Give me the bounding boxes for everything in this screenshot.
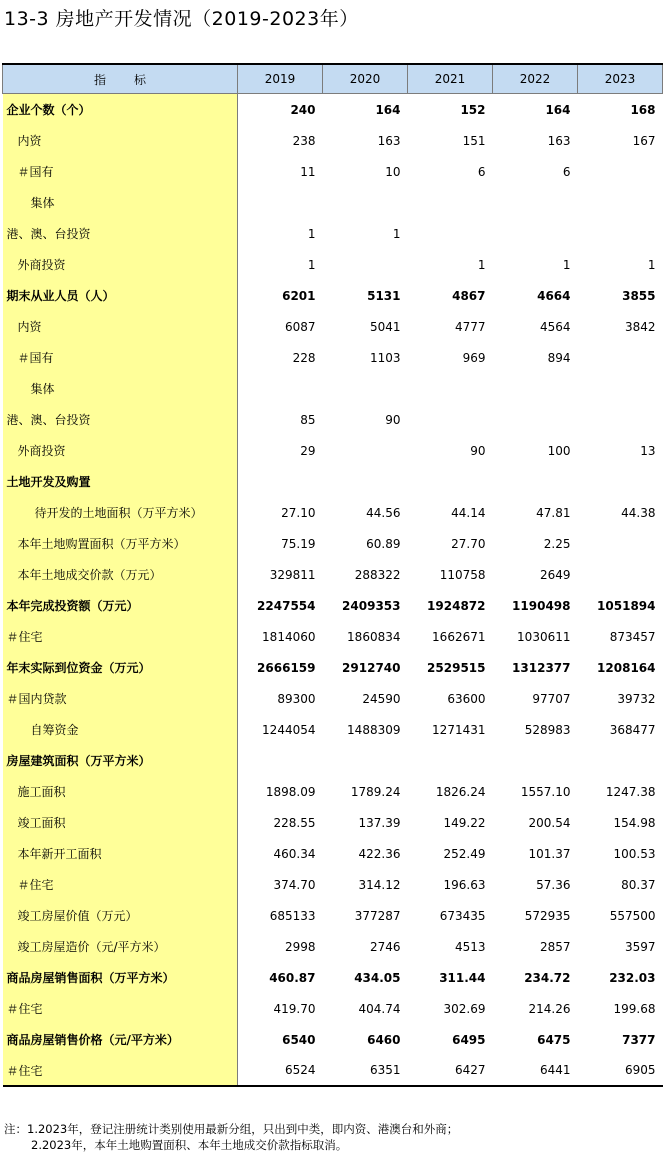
- cell-value: 572935: [524, 908, 571, 923]
- row-label: 竣工房屋造价（元/平方米）: [3, 931, 238, 962]
- row-label: ＃住宅: [3, 1055, 238, 1086]
- row-label: 企业个数（个）: [3, 94, 238, 126]
- cell-value: 199.68: [613, 1001, 656, 1016]
- row-label: 土地开发及购置: [3, 466, 238, 497]
- cell-value: 673435: [439, 908, 486, 923]
- cell-value: [578, 528, 663, 559]
- cell-value: 164: [545, 102, 571, 117]
- table-row: [3, 931, 663, 962]
- cell-value: 164: [375, 102, 401, 117]
- cell-value: 6: [562, 164, 571, 179]
- cell-value: 152: [460, 102, 486, 117]
- cell-value: 3855: [622, 288, 656, 303]
- cell-value: 1: [307, 257, 316, 272]
- row-label: 本年土地成交价款（万元）: [3, 559, 238, 590]
- cell-value: 13: [640, 443, 656, 458]
- cell-value: 44.56: [366, 505, 401, 520]
- table-row: [3, 156, 663, 187]
- cell-value: 168: [630, 102, 656, 117]
- cell-value: 1312377: [512, 660, 571, 675]
- row-label: 内资: [3, 311, 238, 342]
- table-row: [3, 652, 663, 683]
- table-row: [3, 125, 663, 156]
- cell-value: [578, 218, 663, 249]
- table-row: [3, 621, 663, 652]
- cell-value: 6524: [238, 1055, 323, 1086]
- cell-value: 154.98: [613, 815, 656, 830]
- cell-value: 3842: [624, 319, 656, 334]
- cell-value: [323, 466, 408, 497]
- cell-value: [493, 404, 578, 435]
- table-row: [3, 714, 663, 745]
- cell-value: 460.34: [273, 846, 316, 861]
- header-row: [3, 64, 663, 94]
- cell-value: 27.70: [451, 536, 486, 551]
- cell-value: 232.03: [609, 970, 656, 985]
- cell-value: 288322: [354, 567, 401, 582]
- cell-value: 29: [300, 443, 316, 458]
- cell-value: 2666159: [257, 660, 316, 675]
- table-row: [3, 993, 663, 1024]
- cell-value: 1190498: [512, 598, 571, 613]
- cell-value: 4664: [537, 288, 571, 303]
- row-label: 港、澳、台投资: [3, 218, 238, 249]
- cell-value: 6540: [282, 1032, 316, 1047]
- row-label: 集体: [3, 187, 238, 218]
- table-row: [3, 776, 663, 807]
- row-label: 外商投资: [3, 249, 238, 280]
- cell-value: 80.37: [621, 877, 656, 892]
- cell-value: [323, 373, 408, 404]
- cell-value: 1826.24: [435, 784, 486, 799]
- row-label: 本年土地购置面积（万平方米）: [3, 528, 238, 559]
- cell-value: 377287: [354, 908, 401, 923]
- table-row: [3, 94, 663, 126]
- cell-value: 374.70: [273, 877, 316, 892]
- cell-value: 6427: [408, 1055, 493, 1086]
- row-label: 施工面积: [3, 776, 238, 807]
- table-row: [3, 218, 663, 249]
- cell-value: 200.54: [528, 815, 571, 830]
- cell-value: 39732: [617, 691, 656, 706]
- cell-value: 100: [547, 443, 571, 458]
- cell-value: 6201: [282, 288, 316, 303]
- cell-value: 2746: [369, 939, 401, 954]
- cell-value: 1557.10: [520, 784, 571, 799]
- row-label: 港、澳、台投资: [3, 404, 238, 435]
- cell-value: 2912740: [342, 660, 401, 675]
- cell-value: 6475: [537, 1032, 571, 1047]
- cell-value: [323, 745, 408, 776]
- table-row: [3, 962, 663, 993]
- cell-value: 1271431: [432, 722, 486, 737]
- cell-value: 6087: [284, 319, 316, 334]
- cell-value: 969: [462, 350, 486, 365]
- table-row: [3, 187, 663, 218]
- cell-value: 167: [632, 133, 656, 148]
- cell-value: 60.89: [366, 536, 401, 551]
- cell-value: 368477: [609, 722, 656, 737]
- cell-value: 5041: [369, 319, 401, 334]
- cell-value: 4564: [539, 319, 571, 334]
- cell-value: 1: [307, 226, 316, 241]
- cell-value: 6441: [493, 1055, 578, 1086]
- cell-value: 163: [547, 133, 571, 148]
- cell-value: 528983: [524, 722, 571, 737]
- cell-value: 27.10: [281, 505, 316, 520]
- indicator-header: 指标: [3, 64, 238, 94]
- row-label: ＃住宅: [3, 869, 238, 900]
- cell-value: 894: [547, 350, 571, 365]
- cell-value: [408, 187, 493, 218]
- row-label: 外商投资: [3, 435, 238, 466]
- year-header: 2022: [493, 64, 578, 94]
- cell-value: 44.14: [451, 505, 486, 520]
- cell-value: 63600: [447, 691, 486, 706]
- cell-value: [323, 249, 408, 280]
- table-row: [3, 435, 663, 466]
- cell-value: 1208164: [597, 660, 656, 675]
- cell-value: 1244054: [262, 722, 316, 737]
- row-label: 待开发的土地面积（万平方米）: [3, 497, 238, 528]
- cell-value: [578, 156, 663, 187]
- row-label: ＃住宅: [3, 993, 238, 1024]
- table-row: [3, 311, 663, 342]
- real-estate-table: [2, 63, 663, 1087]
- cell-value: 6905: [578, 1055, 663, 1086]
- cell-value: 47.81: [536, 505, 571, 520]
- cell-value: 97707: [532, 691, 571, 706]
- cell-value: 6495: [452, 1032, 486, 1047]
- cell-value: 314.12: [358, 877, 401, 892]
- table-row: [3, 838, 663, 869]
- cell-value: [493, 466, 578, 497]
- row-label: 本年完成投资额（万元）: [3, 590, 238, 621]
- row-label: 自筹资金: [3, 714, 238, 745]
- cell-value: 85: [300, 412, 316, 427]
- cell-value: 557500: [609, 908, 656, 923]
- table-row: [3, 342, 663, 373]
- cell-value: 1662671: [432, 629, 486, 644]
- cell-value: [493, 218, 578, 249]
- row-label: ＃国内贷款: [3, 683, 238, 714]
- cell-value: 4867: [452, 288, 486, 303]
- table-row: [3, 404, 663, 435]
- cell-value: [238, 187, 323, 218]
- cell-value: [408, 745, 493, 776]
- cell-value: 3597: [624, 939, 656, 954]
- row-label: 内资: [3, 125, 238, 156]
- cell-value: 2.25: [543, 536, 571, 551]
- table-row: [3, 869, 663, 900]
- table-row: [3, 559, 663, 590]
- cell-value: 44.38: [621, 505, 656, 520]
- cell-value: 4777: [454, 319, 486, 334]
- row-label: 商品房屋销售价格（元/平方米）: [3, 1024, 238, 1055]
- table-row: [3, 807, 663, 838]
- cell-value: 75.19: [281, 536, 316, 551]
- year-header: 2021: [408, 64, 493, 94]
- cell-value: 240: [290, 102, 316, 117]
- cell-value: 196.63: [443, 877, 486, 892]
- table-row: [3, 249, 663, 280]
- table-row: [3, 683, 663, 714]
- row-label: ＃住宅: [3, 621, 238, 652]
- cell-value: 110758: [439, 567, 486, 582]
- cell-value: 11: [300, 164, 316, 179]
- cell-value: 234.72: [524, 970, 571, 985]
- cell-value: 6351: [323, 1055, 408, 1086]
- cell-value: 1789.24: [350, 784, 401, 799]
- year-header: 2023: [578, 64, 663, 94]
- cell-value: [578, 373, 663, 404]
- cell-value: [238, 466, 323, 497]
- row-label: ＃国有: [3, 156, 238, 187]
- footnote: 2.2023年，本年土地购置面积、本年土地成交价款指标取消。: [31, 1138, 348, 1152]
- cell-value: [578, 559, 663, 590]
- cell-value: [578, 404, 663, 435]
- table-row: [3, 590, 663, 621]
- cell-value: 100.53: [613, 846, 656, 861]
- cell-value: [408, 466, 493, 497]
- cell-value: 228: [292, 350, 316, 365]
- cell-value: 434.05: [354, 970, 401, 985]
- cell-value: 10: [385, 164, 401, 179]
- row-label: 年末实际到位资金（万元）: [3, 652, 238, 683]
- cell-value: 685133: [269, 908, 316, 923]
- cell-value: 873457: [609, 629, 656, 644]
- cell-value: 329811: [269, 567, 316, 582]
- cell-value: 101.37: [528, 846, 571, 861]
- cell-value: 422.36: [358, 846, 401, 861]
- cell-value: 1030611: [517, 629, 571, 644]
- cell-value: 238: [292, 133, 316, 148]
- cell-value: 7377: [622, 1032, 656, 1047]
- cell-value: 2247554: [257, 598, 316, 613]
- cell-value: 2529515: [427, 660, 486, 675]
- cell-value: 137.39: [358, 815, 401, 830]
- cell-value: [493, 187, 578, 218]
- table-row: [3, 1055, 663, 1086]
- table-row: [3, 373, 663, 404]
- cell-value: [578, 187, 663, 218]
- cell-value: [578, 466, 663, 497]
- cell-value: 460.87: [269, 970, 316, 985]
- cell-value: 2998: [284, 939, 316, 954]
- cell-value: 6460: [367, 1032, 401, 1047]
- year-header: 2020: [323, 64, 408, 94]
- row-label: 期末从业人员（人）: [3, 280, 238, 311]
- cell-value: 1488309: [347, 722, 401, 737]
- cell-value: 89300: [277, 691, 316, 706]
- table-row: [3, 280, 663, 311]
- row-label: 商品房屋销售面积（万平方米）: [3, 962, 238, 993]
- cell-value: [323, 187, 408, 218]
- cell-value: 1924872: [427, 598, 486, 613]
- cell-value: 57.36: [536, 877, 571, 892]
- cell-value: 1051894: [597, 598, 656, 613]
- cell-value: 1: [392, 226, 401, 241]
- table-row: [3, 745, 663, 776]
- row-label: 竣工面积: [3, 807, 238, 838]
- cell-value: 311.44: [439, 970, 486, 985]
- cell-value: 1898.09: [265, 784, 316, 799]
- cell-value: [238, 373, 323, 404]
- row-label: 本年新开工面积: [3, 838, 238, 869]
- row-label: ＃国有: [3, 342, 238, 373]
- cell-value: [493, 373, 578, 404]
- cell-value: 4513: [454, 939, 486, 954]
- cell-value: 2409353: [342, 598, 401, 613]
- footnote: 注：1.2023年，登记注册统计类别使用最新分组，只出到中类，即内资、港澳台和外商；: [4, 1122, 459, 1136]
- cell-value: 419.70: [273, 1001, 316, 1016]
- cell-value: 214.26: [528, 1001, 571, 1016]
- cell-value: 151: [462, 133, 486, 148]
- cell-value: 1: [647, 257, 656, 272]
- cell-value: 1814060: [262, 629, 316, 644]
- table-row: [3, 900, 663, 931]
- cell-value: [578, 342, 663, 373]
- cell-value: [323, 435, 408, 466]
- cell-value: 1860834: [347, 629, 401, 644]
- cell-value: 252.49: [443, 846, 486, 861]
- cell-value: [408, 373, 493, 404]
- cell-value: 6: [477, 164, 486, 179]
- cell-value: 5131: [367, 288, 401, 303]
- cell-value: [578, 745, 663, 776]
- table-row: [3, 466, 663, 497]
- cell-value: [408, 404, 493, 435]
- cell-value: 90: [470, 443, 486, 458]
- year-header: 2019: [238, 64, 323, 94]
- cell-value: [408, 218, 493, 249]
- page-title: 13-3 房地产开发情况（2019-2023年）: [4, 8, 359, 30]
- row-label: 房屋建筑面积（万平方米）: [3, 745, 238, 776]
- cell-value: 1: [477, 257, 486, 272]
- cell-value: 163: [377, 133, 401, 148]
- footnotes: [4, 1121, 458, 1153]
- row-label: 竣工房屋价值（万元）: [3, 900, 238, 931]
- cell-value: 404.74: [358, 1001, 401, 1016]
- table-row: [3, 528, 663, 559]
- table-row: [3, 1024, 663, 1055]
- cell-value: 2857: [539, 939, 571, 954]
- cell-value: 90: [385, 412, 401, 427]
- cell-value: 1103: [369, 350, 401, 365]
- row-label: 集体: [3, 373, 238, 404]
- cell-value: 1247.38: [605, 784, 656, 799]
- cell-value: 149.22: [443, 815, 486, 830]
- cell-value: 302.69: [443, 1001, 486, 1016]
- cell-value: 228.55: [273, 815, 316, 830]
- cell-value: 1: [562, 257, 571, 272]
- cell-value: [238, 745, 323, 776]
- cell-value: [493, 745, 578, 776]
- cell-value: 24590: [362, 691, 401, 706]
- cell-value: 2649: [539, 567, 571, 582]
- table-row: [3, 497, 663, 528]
